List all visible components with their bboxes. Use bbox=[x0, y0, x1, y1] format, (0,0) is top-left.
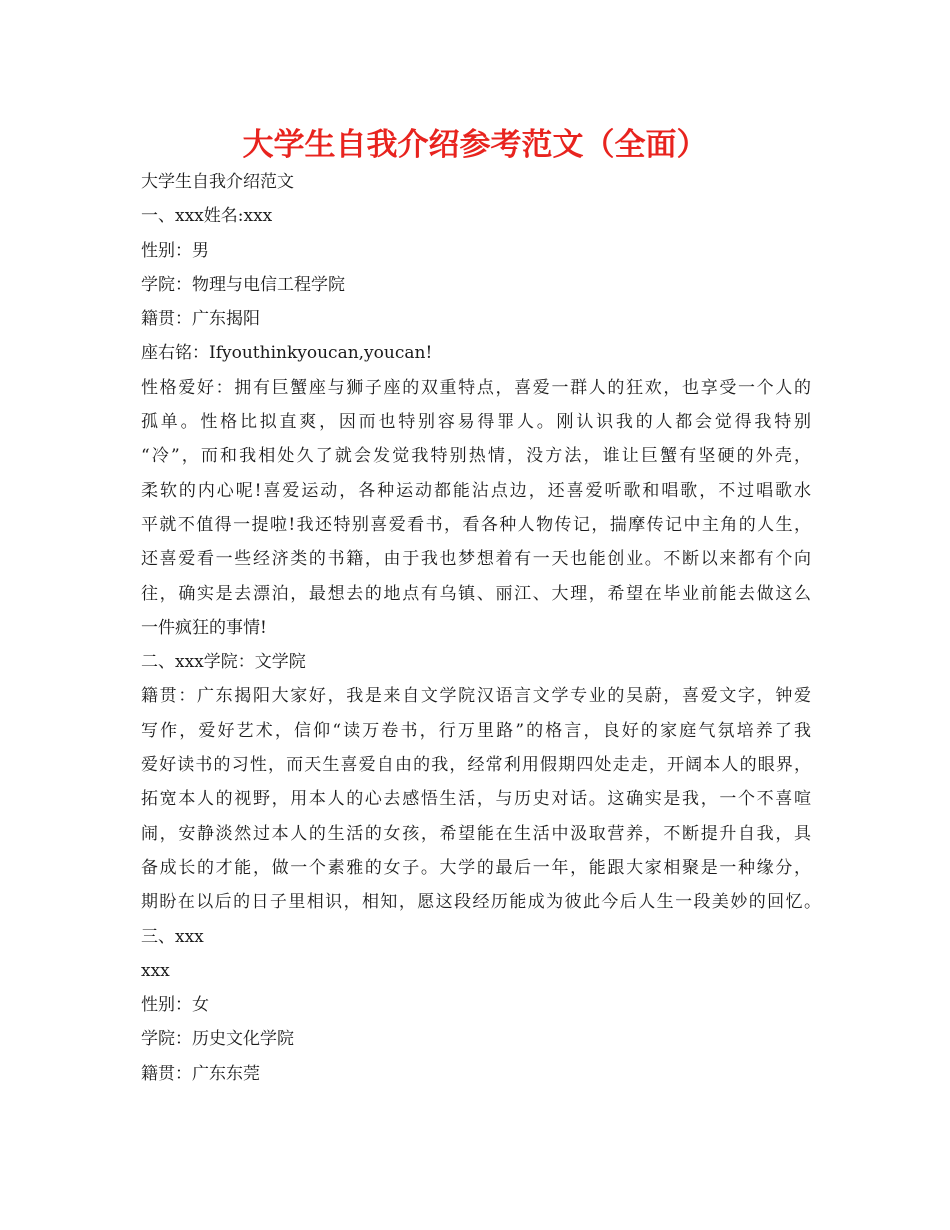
college-1: 学院：物理与电信工程学院 bbox=[141, 274, 345, 295]
paragraph-line: 柔软的内心呢!喜爱运动，各种运动都能沾点边，还喜爱听歌和唱歌，不过唱歌水 bbox=[141, 480, 811, 501]
paragraph-line: 孤单。性格比拟直爽，因而也特别容易得罪人。刚认识我的人都会觉得我特别 bbox=[141, 412, 811, 433]
paragraph-line: 籍贯：广东揭阳大家好，我是来自文学院汉语言文学专业的吴蔚，喜爱文字，钟爱 bbox=[141, 686, 811, 707]
hometown-3: 籍贯：广东东莞 bbox=[141, 1063, 260, 1084]
hometown-1: 籍贯：广东揭阳 bbox=[141, 309, 260, 330]
document-title: 大学生自我介绍参考范文（全面） bbox=[242, 127, 708, 163]
college-3: 学院：历史文化学院 bbox=[141, 1029, 294, 1050]
gender-1: 性别：男 bbox=[141, 240, 209, 261]
paragraph-line: 闹，安静淡然过本人的生活的女孩，希望能在生活中汲取营养，不断提升自我，具 bbox=[141, 823, 811, 844]
entry-name-1: 一、xxx姓名:xxx bbox=[141, 206, 273, 227]
paragraph-line: 爱好读书的习性，而天生喜爱自由的我，经常利用假期四处走走，开阔本人的眼界， bbox=[141, 755, 811, 776]
paragraph-line: 期盼在以后的日子里相识，相知，愿这段经历能成为彼此今后人生一段美妙的回忆。 bbox=[141, 892, 821, 913]
paragraph-line: 拓宽本人的视野，用本人的心去感悟生活，与历史对话。这确实是我，一个不喜喧 bbox=[141, 789, 811, 810]
entry-name-3-value: xxx bbox=[141, 960, 170, 981]
entry-name-3: 三、xxx bbox=[141, 926, 204, 947]
paragraph-line: 备成长的才能，做一个素雅的女子。大学的最后一年，能跟大家相聚是一种缘分， bbox=[141, 857, 811, 878]
section-heading: 大学生自我介绍范文 bbox=[141, 172, 294, 192]
paragraph-line: 平就不值得一提啦!我还特别喜爱看书，看各种人物传记，揣摩传记中主角的人生， bbox=[141, 514, 811, 535]
paragraph-line: 往，确实是去漂泊，最想去的地点有乌镇、丽江、大理，希望在毕业前能去做这么 bbox=[141, 583, 811, 604]
document-body bbox=[141, 165, 831, 1091]
paragraph-line: 一件疯狂的事情! bbox=[141, 617, 267, 638]
paragraph-line: 性格爱好：拥有巨蟹座与狮子座的双重特点，喜爱一群人的狂欢，也享受一个人的 bbox=[141, 377, 811, 398]
motto-1: 座右铭：Ifyouthinkyoucan,youcan! bbox=[141, 343, 433, 364]
gender-3: 性别：女 bbox=[141, 995, 209, 1016]
paragraph-line: 还喜爱看一些经济类的书籍，由于我也梦想着有一天也能创业。不断以来都有个向 bbox=[141, 549, 811, 570]
paragraph-line: “冷”，而和我相处久了就会发觉我特别热情，没方法，谁让巨蟹有坚硬的外壳， bbox=[141, 446, 811, 467]
paragraph-line: 写作，爱好艺术，信仰“读万卷书，行万里路”的格言，良好的家庭气氛培养了我 bbox=[141, 720, 811, 741]
entry-name-2: 二、xxx学院：文学院 bbox=[141, 652, 306, 673]
